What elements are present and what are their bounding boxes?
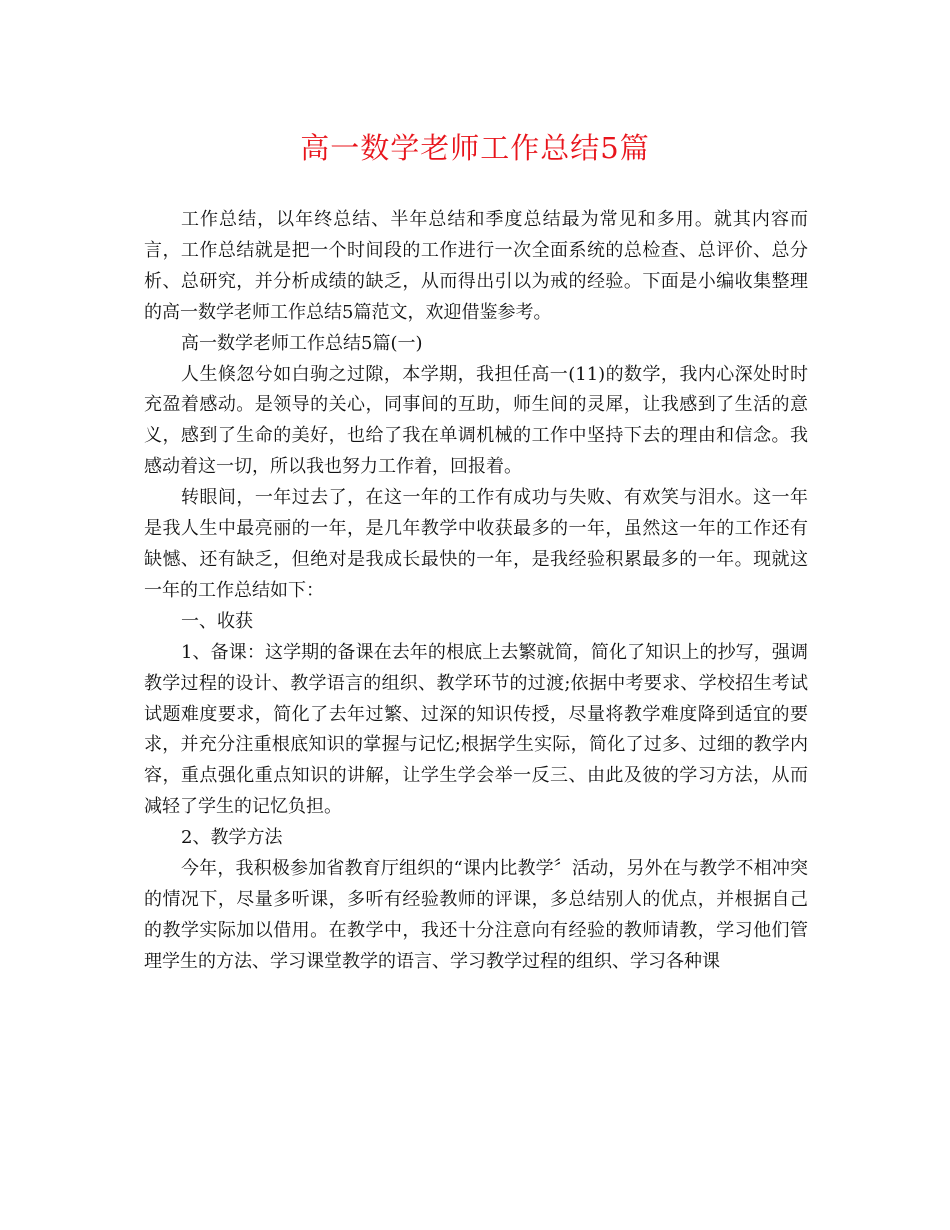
document-body (144, 205, 808, 978)
paragraph: 人生倏忽兮如白驹之过隙，本学期，我担任高一(11)的数学，我内心深处时时充盈着感动。是领导的关心，同事间的互助，师生间的灵犀，让我感到了生活的意义，感到了生命的美好，也给了我在单调机械的工作中坚持下去的理由和信念。我感动着这一切，所以我也努力工作着，回报着。 (144, 363, 808, 478)
paragraph-subheading: 2、教学方法 (181, 827, 283, 849)
paragraph: 转眼间，一年过去了，在这一年的工作有成功与失败、有欢笑与泪水。这一年是我人生中最亮丽的一年，是几年教学中收获最多的一年，虽然这一年的工作还有缺憾、还有缺乏，但绝对是我成长最快的一年，是我经验积累最多的一年。现就这一年的工作总结如下： (144, 487, 808, 601)
paragraph: 今年，我积极参加省教育厅组织的“课内比教学〞活动，另外在与教学不相冲突的情况下，尽量多听课，多听有经验教师的评课，多总结别人的优点，并根据自己的教学实际加以借用。在教学中，我还十分注意向有经验的教师请教，学习他们管理学生的方法、学习课堂教学的语言、学习教学过程的组织、学习各种课 (144, 858, 808, 972)
paragraph-intro: 工作总结，以年终总结、半年总结和季度总结最为常见和多用。就其内容而言，工作总结就是把一个时间段的工作进行一次全面系统的总检查、总评价、总分析、总研究，并分析成绩的缺乏，从而得出引以为戒的经验。下面是小编收集整理的高一数学老师工作总结5篇范文，欢迎借鉴参考。 (144, 209, 808, 323)
document-title: 高一数学老师工作总结5篇 (300, 131, 650, 165)
paragraph-subheading: 一、收获 (181, 610, 253, 632)
paragraph-section-heading: 高一数学老师工作总结5篇(一) (181, 332, 423, 354)
paragraph: 1、备课：这学期的备课在去年的根底上去繁就简，简化了知识上的抄写，强调教学过程的设计、教学语言的组织、教学环节的过渡;依据中考要求、学校招生考试试题难度要求，简化了去年过繁、过深的知识传授，尽量将教学难度降到适宜的要求，并充分注重根底知识的掌握与记忆;根据学生实际，简化了过多、过细的教学内容，重点强化重点知识的讲解，让学生学会举一反三、由此及彼的学习方法，从而减轻了学生的记忆负担。 (144, 641, 808, 818)
